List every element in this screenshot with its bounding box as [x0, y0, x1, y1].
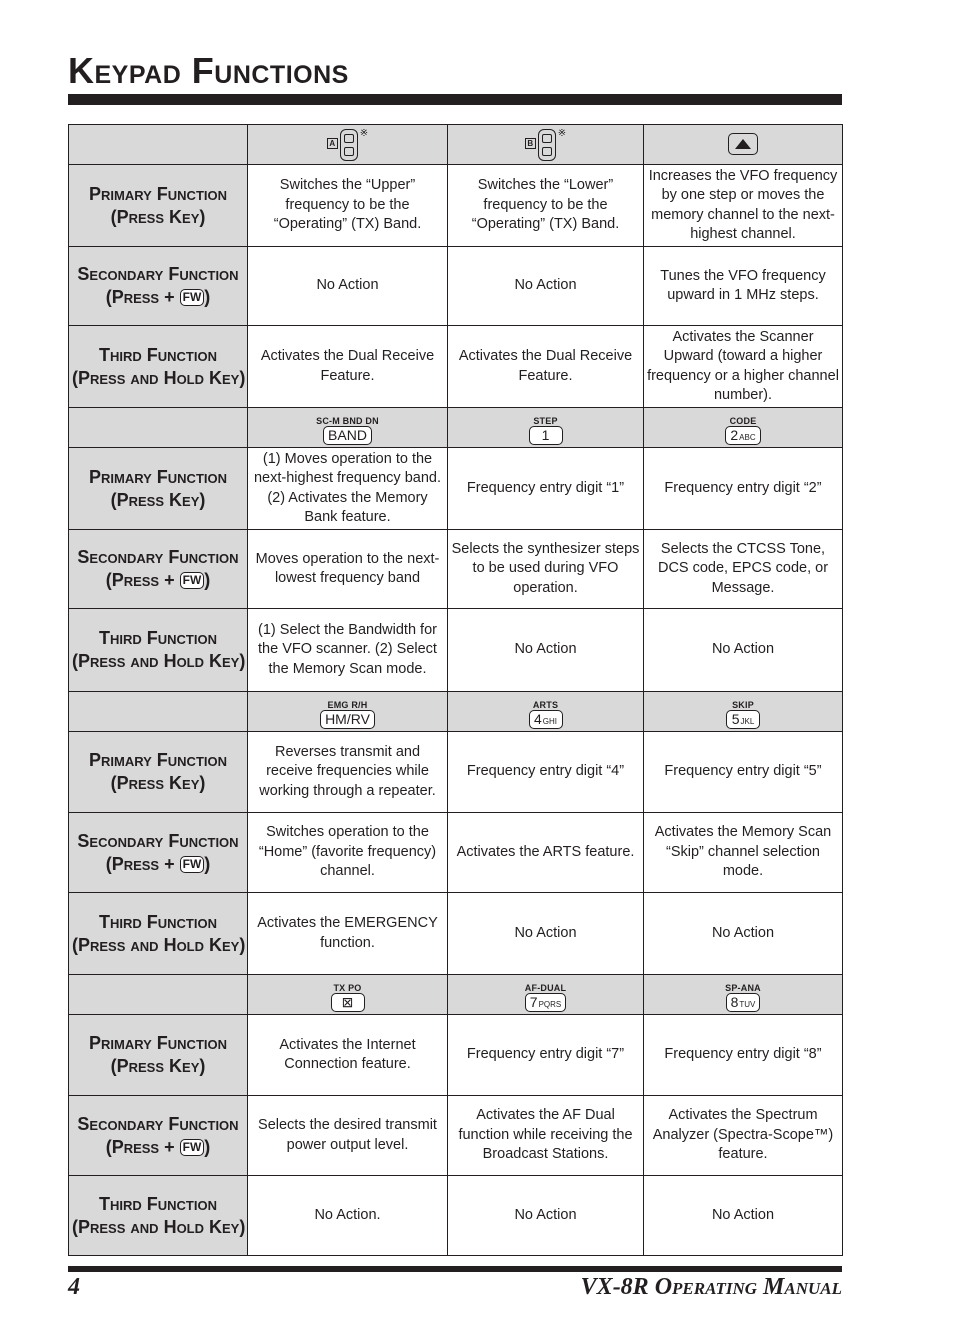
key-header-row: [69, 408, 843, 448]
function-description-cell: Moves operation to the next-lowest frequency band: [248, 530, 448, 609]
label-close-paren: ): [204, 287, 211, 307]
label-line-1: Primary Function: [88, 1033, 227, 1053]
key-letters: TUV: [739, 999, 756, 1009]
label-line-1: Third Function: [99, 911, 217, 932]
key-face: [726, 993, 761, 1012]
primary-function-row: [69, 732, 843, 813]
function-description-cell: Activates the Internet Connection feature.: [248, 1015, 448, 1096]
label-press-plus: (Press +: [105, 570, 175, 590]
primary-function-label: [69, 732, 248, 813]
page-title: Keypad Functions: [68, 50, 349, 91]
function-description-cell: Switches the “Lower” frequency to be the “Operating” (TX) Band.: [448, 165, 644, 247]
key-main-label: HM/RV: [325, 710, 370, 727]
label-line-2: [72, 1136, 244, 1159]
key-icon: [725, 983, 761, 1012]
label-line-2: (Press Key): [110, 206, 206, 227]
key-header-cell: [644, 975, 843, 1015]
key-header-cell: [448, 125, 644, 165]
label-close-paren: ): [204, 853, 211, 874]
footer-rule: [68, 1266, 842, 1272]
key-icon: [726, 700, 760, 729]
third-function-label: [69, 893, 248, 975]
b-band-key-icon: [525, 129, 566, 161]
fw-key-icon: FW: [180, 289, 205, 306]
function-description-cell: No Action.: [248, 1176, 448, 1256]
key-main-label: ⊠: [341, 993, 354, 1010]
secondary-function-row: [69, 530, 843, 609]
key-secondary-label: SP-ANA: [725, 982, 761, 993]
key-icon: [316, 416, 379, 445]
key-main-label: 2: [730, 426, 739, 443]
key-secondary-label: SKIP: [732, 699, 754, 710]
key-main-label: 7: [529, 993, 538, 1010]
function-description-cell: Frequency entry digit “2”: [644, 448, 843, 530]
label-line-1: Primary Function: [88, 466, 227, 487]
label-line-2: (Press and Hold Key): [72, 367, 246, 388]
function-description-cell: Frequency entry digit “1”: [448, 448, 644, 530]
function-description-cell: Frequency entry digit “5”: [644, 732, 843, 813]
function-description-cell: Activates the EMERGENCY function.: [248, 893, 448, 975]
label-line-1: Third Function: [99, 628, 217, 648]
function-description-cell: Selects the synthesizer steps to be used during VFO operation.: [448, 530, 644, 609]
key-main-label: 8: [730, 993, 739, 1010]
function-description-cell: Activates the Spectrum Analyzer (Spectra-Scope™) feature.: [644, 1096, 843, 1176]
key-icon: [529, 700, 563, 729]
key-header-cell: [248, 975, 448, 1015]
function-description-cell: Activates the ARTS feature.: [448, 813, 644, 893]
label-line-1: Primary Function: [88, 750, 227, 770]
key-letters: ABC: [739, 432, 756, 442]
function-description-cell: Selects the desired transmit power output level.: [248, 1096, 448, 1176]
key-header-cell: [248, 408, 448, 448]
function-description-cell: Frequency entry digit “8”: [644, 1015, 843, 1096]
key-header-cell: [448, 692, 644, 732]
function-description-cell: (1) Select the Bandwidth for the VFO scanner. (2) Select the Memory Scan mode.: [248, 609, 448, 692]
primary-function-row: [69, 1015, 843, 1096]
fw-key-icon: FW: [180, 1139, 205, 1156]
key-header-blank: [69, 408, 248, 448]
function-description-cell: Switches the “Upper” frequency to be the “Operating” (TX) Band.: [248, 165, 448, 247]
keypad-functions-table: [68, 124, 843, 1256]
label-close-paren: ): [204, 1136, 211, 1157]
function-description-cell: Activates the Dual Receive Feature.: [248, 326, 448, 408]
primary-function-label: [69, 448, 248, 530]
primary-function-label: [69, 1015, 248, 1096]
key-face: [529, 710, 563, 729]
function-description-cell: No Action: [644, 893, 843, 975]
secondary-function-row: [69, 813, 843, 893]
label-line-2: (Press Key): [110, 489, 206, 510]
star-icon: ※: [557, 127, 567, 139]
function-description-cell: (1) Moves operation to the next-highest frequency band. (2) Activates the Memory Bank feature.: [248, 448, 448, 530]
key-secondary-label: STEP: [533, 415, 558, 426]
key-letters: PQRS: [538, 999, 562, 1009]
key-main-label: 4: [533, 710, 542, 727]
key-main-label: BAND: [328, 426, 367, 443]
primary-function-label: [69, 165, 248, 247]
key-letters: GHI: [542, 716, 558, 726]
fw-key-icon: FW: [180, 572, 205, 589]
function-description-cell: Activates the Scanner Upward (toward a higher frequency or a higher channel number).: [644, 326, 843, 408]
secondary-function-label: [69, 813, 248, 893]
third-function-row: [69, 893, 843, 975]
function-description-cell: Tunes the VFO frequency upward in 1 MHz steps.: [644, 247, 843, 326]
function-description-cell: Selects the CTCSS Tone, DCS code, EPCS code, or Message.: [644, 530, 843, 609]
key-header-cell: [448, 975, 644, 1015]
manual-title: VX-8R Operating Manual: [580, 1274, 842, 1300]
function-description-cell: Activates the AF Dual function while receiving the Broadcast Stations.: [448, 1096, 644, 1176]
a-band-key-icon: [327, 129, 368, 161]
key-face: [320, 710, 375, 729]
label-line-2: (Press and Hold Key): [72, 934, 246, 955]
function-description-cell: Switches operation to the “Home” (favorite frequency) channel.: [248, 813, 448, 893]
label-press-plus: (Press +: [105, 1136, 175, 1157]
key-face: [726, 710, 760, 729]
function-description-cell: No Action: [448, 1176, 644, 1256]
function-description-cell: Frequency entry digit “4”: [448, 732, 644, 813]
key-header-cell: [644, 125, 843, 165]
label-line-1: Third Function: [99, 344, 217, 365]
function-description-cell: No Action: [448, 609, 644, 692]
key-header-row: [69, 125, 843, 165]
key-header-row: [69, 692, 843, 732]
third-function-label: [69, 609, 248, 692]
key-face: [725, 426, 760, 445]
label-line-1: Secondary Function: [77, 1113, 239, 1134]
function-description-cell: Activates the Memory Scan “Skip” channel selection mode.: [644, 813, 843, 893]
key-secondary-label: SC-M BND DN: [316, 415, 379, 426]
third-function-row: [69, 326, 843, 408]
key-secondary-label: TX PO: [333, 982, 362, 993]
star-icon: ※: [359, 127, 369, 139]
rocker-icon: [538, 129, 556, 161]
label-press-plus: (Press +: [105, 853, 175, 874]
label-line-2: [72, 569, 244, 592]
band-letter: A: [327, 138, 338, 149]
key-icon: [525, 983, 566, 1012]
band-letter: B: [525, 138, 536, 149]
key-face: [525, 993, 566, 1012]
key-secondary-label: ARTS: [532, 699, 559, 710]
label-close-paren: ): [204, 570, 211, 590]
key-face: [331, 993, 365, 1012]
label-line-2: [72, 286, 244, 309]
primary-function-row: [69, 448, 843, 530]
function-description-cell: No Action: [248, 247, 448, 326]
up-arrow-key-icon: [728, 133, 758, 155]
function-description-cell: No Action: [644, 609, 843, 692]
function-description-cell: Activates the Dual Receive Feature.: [448, 326, 644, 408]
key-icon: [331, 983, 365, 1012]
table-body: [69, 125, 843, 1256]
function-description-cell: Frequency entry digit “7”: [448, 1015, 644, 1096]
title-rule: [68, 94, 842, 105]
key-face: [323, 426, 372, 445]
third-function-row: [69, 1176, 843, 1256]
key-letters: JKL: [740, 716, 755, 726]
secondary-function-label: [69, 1096, 248, 1176]
key-secondary-label: CODE: [729, 415, 757, 426]
key-header-blank: [69, 975, 248, 1015]
key-header-cell: [448, 408, 644, 448]
secondary-function-row: [69, 1096, 843, 1176]
key-icon: [529, 416, 563, 445]
secondary-function-row: [69, 247, 843, 326]
function-description-cell: No Action: [448, 247, 644, 326]
key-main-label: 5: [731, 710, 740, 727]
label-line-2: (Press and Hold Key): [72, 651, 246, 671]
secondary-function-label: [69, 530, 248, 609]
third-function-label: [69, 1176, 248, 1256]
label-line-1: Secondary Function: [77, 830, 239, 851]
key-header-cell: [248, 125, 448, 165]
label-line-2: (Press and Hold Key): [72, 1216, 246, 1237]
key-header-blank: [69, 692, 248, 732]
third-function-row: [69, 609, 843, 692]
label-line-2: (Press Key): [110, 773, 206, 793]
label-line-2: (Press Key): [110, 1056, 206, 1076]
rocker-icon: [340, 129, 358, 161]
key-icon: [320, 700, 375, 729]
label-line-1: Third Function: [99, 1193, 217, 1214]
label-line-1: Secondary Function: [77, 547, 239, 567]
label-line-2: [72, 853, 244, 876]
primary-function-row: [69, 165, 843, 247]
page-number: 4: [68, 1274, 80, 1300]
key-secondary-label: EMG R/H: [327, 699, 368, 710]
label-line-1: Secondary Function: [77, 264, 239, 284]
label-line-1: Primary Function: [88, 183, 227, 204]
key-header-blank: [69, 125, 248, 165]
key-secondary-label: AF-DUAL: [524, 982, 567, 993]
key-header-cell: [644, 408, 843, 448]
key-header-row: [69, 975, 843, 1015]
function-description-cell: Increases the VFO frequency by one step or moves the memory channel to the next-highest channel.: [644, 165, 843, 247]
function-description-cell: Reverses transmit and receive frequencies while working through a repeater.: [248, 732, 448, 813]
function-description-cell: No Action: [644, 1176, 843, 1256]
key-header-cell: [644, 692, 843, 732]
secondary-function-label: [69, 247, 248, 326]
key-header-cell: [248, 692, 448, 732]
key-icon: [725, 416, 760, 445]
function-description-cell: No Action: [448, 893, 644, 975]
label-press-plus: (Press +: [105, 287, 175, 307]
key-face: [529, 426, 563, 445]
third-function-label: [69, 326, 248, 408]
fw-key-icon: FW: [180, 856, 205, 873]
key-main-label: 1: [541, 426, 550, 443]
